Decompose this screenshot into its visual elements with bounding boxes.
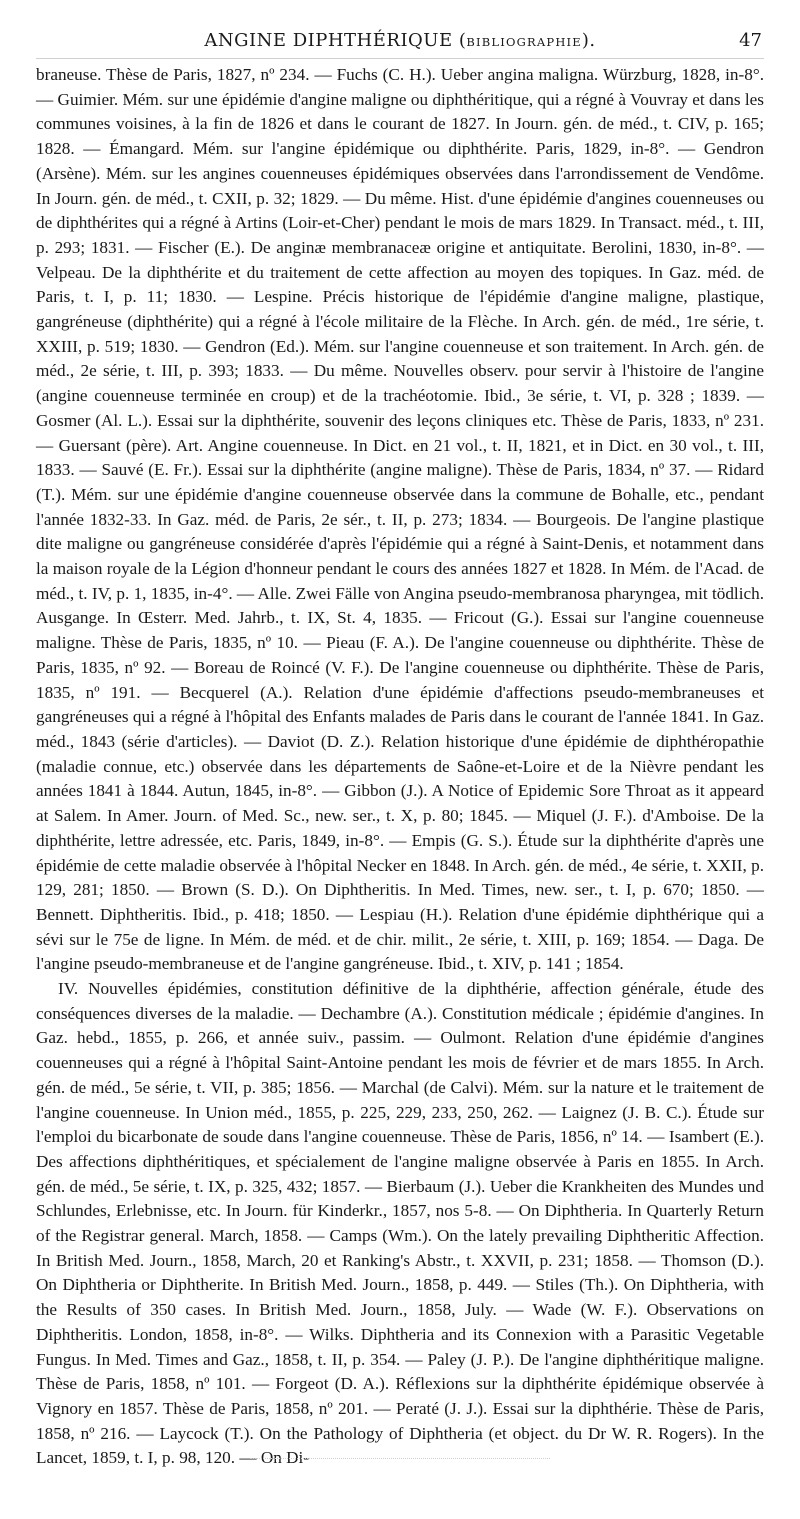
page-header xyxy=(36,28,764,59)
running-title-close: ). xyxy=(581,30,596,51)
footer-rule xyxy=(250,1458,550,1459)
page-number: 47 xyxy=(739,30,762,51)
running-title-main: ANGINE DIPHTHÉRIQUE ( xyxy=(204,30,467,51)
bibliography-paragraph-2: IV. Nouvelles épidémies, constitution définitive de la diphthérie, affection générale, étude des conséquences diverses de la maladie. — Dechambre (A.). Constitution médicale ; épidémie d'angines. In Gaz. hebd., 1855, p. 266, et année suiv., passim. — Oulmont. Relation d'une épidémie d'angines couenneuses qui a régné à l'hôpital Saint-Antoine pendant les mois de février et de mars 1855. In Arch. gén. de méd., 5e série, t. VII, p. 385; 1856. — Marchal (de Calvi). Mém. sur la nature et le traitement de l'angine couenneuse. In Union méd., 1855, p. 225, 229, 233, 250, 262. — Laignez (J. B. C.). Étude sur l'emploi du bicarbonate de soude dans l'angine couenneuse. Thèse de Paris, 1856, nº 14. — Isambert (E.). Des affections diphthéritiques, et spécialement de l'angine maligne observée à Paris en 1855. In Arch. gén. de méd., 5e série, t. IX, p. 325, 432; 1857. — Bierbaum (J.). Ueber die Krankheiten des Mundes und Schlundes, Erlebnisse, etc. In Journ. für Kinderkr., 1857, nos 5-8. — On Diphtheria. In Quarterly Return of the Registrar general. March, 1858. — Camps (Wm.). On the lately prevailing Diphtheritic Affection. In British Med. Journ., 1858, March, 20 et Ranking's Abstr., t. XXVII, p. 231; 1858. — Thomson (D.). On Diphtheria or Diphtherite. In British Med. Journ., 1858, p. 449. — Stiles (Th.). On Diphtheria, with the Results of 350 cases. In British Med. Journ., 1858, July. — Wade (W. F.). Observations on Diphtheritis. London, 1858, in-8°. — Wilks. Diphtheria and its Connexion with a Parasitic Vegetable Fungus. In Med. Times and Gaz., 1858, t. II, p. 354. — Paley (J. P.). De l'angine diphthéritique maligne. Thèse de Paris, 1858, nº 101. — Forgeot (D. A.). Réflexions sur la diphthérite épidémique observée à Vignory en 1857. Thèse de Paris, 1858, nº 201. — Peraté (J. J.). Essai sur la diphthérie. Thèse de Paris, 1858, nº 216. — Laycock (T.). On the Pathology of Diphtheria (et object. du Dr W. R. Rogers). In the Lancet, 1859, t. I, p. 98, 120. — On Di- xyxy=(36,979,764,1468)
bibliography-paragraph-1: braneuse. Thèse de Paris, 1827, nº 234. — Fuchs (C. H.). Ueber angina maligna. Würzburg, 1828, in-8°. — Guimier. Mém. sur une épidémie d'angine maligne ou diphthéritique, qui a régné à Vouvray et dans les communes voisines, à la fin de 1826 et dans le courant de 1827. In Journ. gén. de méd., t. CIV, p. 165; 1828. — Émangard. Mém. sur l'angine épidémique ou diphthérite. Paris, 1829, in-8°. — Gendron (Arsène). Mém. sur les angines couenneuses épidémiques observées dans l'arrondissement de Vendôme. In Journ. gén. de méd., t. CXII, p. 32; 1829. — Du même. Hist. d'une épidémie d'angines couenneuses ou de diphthérites qui a régné à Artins (Loir-et-Cher) pendant le mois de mars 1829. In Transact. méd., t. III, p. 293; 1831. — Fischer (E.). De anginæ membranaceæ origine et antiquitate. Berolini, 1830, in-8°. — Velpeau. De la diphthérite et du traitement de cette affection au moyen des topiques. In Gaz. méd. de Paris, t. I, p. 11; 1830. — Lespine. Précis historique de l'épidémie d'angine maligne, plastique, gangréneuse (diphthérite) qui a régné à l'école militaire de la Flèche. In Arch. gén. de méd., 1re série, t. XXIII, p. 519; 1830. — Gendron (Ed.). Mém. sur l'angine couenneuse et son traitement. In Arch. gén. de méd., 2e série, t. III, p. 393; 1833. — Du même. Nouvelles observ. pour servir à l'histoire de l'angine (angine couenneuse terminée en croup) et de la trachéotomie. Ibid., 3e série, t. VI, p. 328 ; 1839. — Gosmer (Al. L.). Essai sur la diphthérite, souvenir des leçons cliniques etc. Thèse de Paris, 1833, nº 231. — Guersant (père). Art. Angine couenneuse. In Dict. en 21 vol., t. II, 1821, et in Dict. en 30 vol., t. III, 1833. — Sauvé (E. Fr.). Essai sur la diphthérite (angine maligne). Thèse de Paris, 1834, nº 37. — Ridard (T.). Mém. sur une épidémie d'angine couenneuse observée dans la commune de Bohalle, etc., pendant l'année 1832-33. In Gaz. méd. de Paris, 2e sér., t. II, p. 273; 1834. — Bourgeois. De l'angine plastique dite maligne ou gangréneuse considérée d'après l'épidémie qui a régné à Saint-Denis, et notamment dans la maison royale de la Légion d'honneur pendant le cours des années 1827 et 1828. In Mém. de l'Acad. de méd., t. IV, p. 1, 1835, in-4°. — Alle. Zwei Fälle von Angina pseudo-membranosa pharyngea, mit tödlich. Ausgange. In Œsterr. Med. Jahrb., t. IX, St. 4, 1835. — Fricout (G.). Essai sur l'angine couenneuse maligne. Thèse de Paris, 1835, nº 10. — Pieau (F. A.). De l'angine couenneuse ou diphthérite. Thèse de Paris, 1835, nº 92. — Boreau de Roincé (V. F.). De l'angine couenneuse ou diphthérite. Thèse de Paris, 1835, nº 191. — Becquerel (A.). Relation d'une épidémie d'affections pseudo-membraneuses et gangréneuses qui a régné à l'hôpital des Enfants malades de Paris dans le courant de l'année 1841. In Gaz. méd., 1843 (série d'articles). — Daviot (D. Z.). Relation historique d'une épidémie de diphthéropathie (maladie connue, etc.) observée dans les départements de Saône-et-Loire et de la Nièvre pendant les années 1841 à 1844. Autun, 1845, in-8°. — Gibbon (J.). A Notice of Epidemic Sore Throat as it appeard at Salem. In Amer. Journ. of Med. Sc., new. ser., t. X, p. 80; 1845. — Miquel (J. F.). d'Amboise. De la diphthérite, lettre adressée, etc. Paris, 1849, in-8°. — Empis (G. S.). Étude sur la diphthérite d'après une épidémie de cette maladie observée à l'hôpital Necker en 1848. In Arch. gén. de méd., 4e série, t. XXII, p. 129, 281; 1850. — Brown (S. D.). On Diphtheritis. In Med. Times, new. ser., t. I, p. 670; 1850. — Bennett. Diphtheritis. Ibid., p. 418; 1850. — Lespiau (H.). Relation d'une épidémie diphthérique qui a sévi sur le 75e de ligne. In Mém. de méd. et de chir. milit., 2e série, t. XIII, p. 169; 1854. — Daga. De l'angine pseudo-membraneuse et de l'angine gangréneuse. Ibid., t. XIV, p. 141 ; 1854. xyxy=(36,65,764,974)
running-title-section: BIBLIOGRAPHIE xyxy=(466,35,582,49)
running-title xyxy=(36,30,764,51)
